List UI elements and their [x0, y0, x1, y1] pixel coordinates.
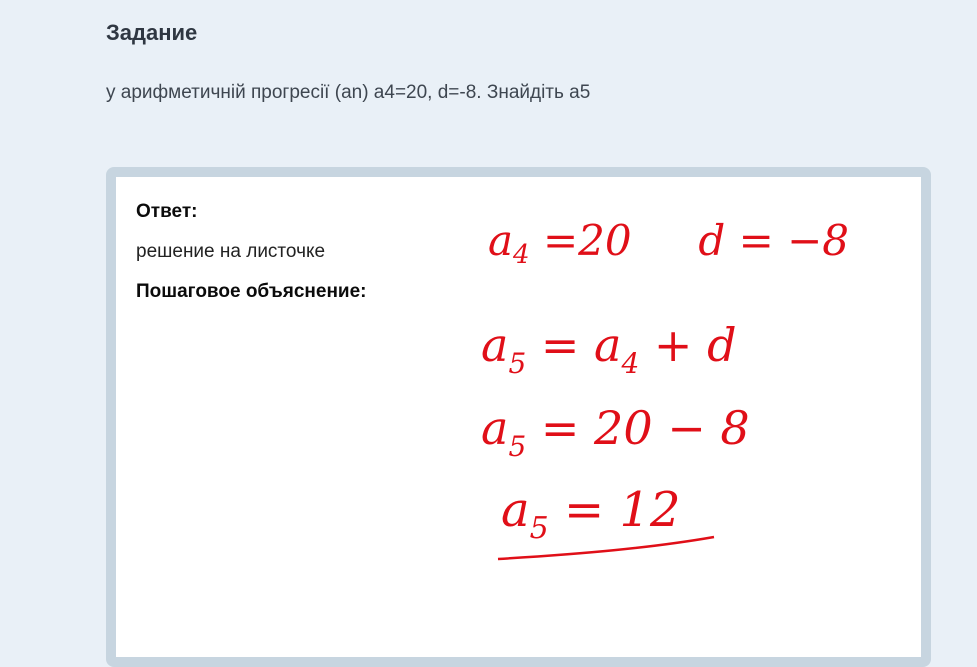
answer-text: решение на листочке — [136, 241, 326, 262]
answer-content — [116, 177, 921, 657]
answer-heading: Ответ: — [136, 201, 198, 222]
handwritten-line-4: $a_5 = 12$ — [501, 482, 681, 546]
handwritten-solution-image — [476, 213, 856, 573]
task-title: Задание — [106, 20, 198, 45]
explanation-heading: Пошаговое объяснение: — [136, 281, 367, 302]
handwritten-line-3: $a_5 = 20 - 8$ — [481, 401, 750, 463]
answer-card — [106, 167, 931, 667]
handwritten-line-1: a4 =20 d = −8 — [488, 216, 850, 270]
task-text: у арифметичній прогресії (an) a4=20, d=-8. Знайдіть a5 — [106, 82, 591, 103]
handwritten-line-2: $a_5 = a_4 + d$ — [481, 318, 737, 380]
